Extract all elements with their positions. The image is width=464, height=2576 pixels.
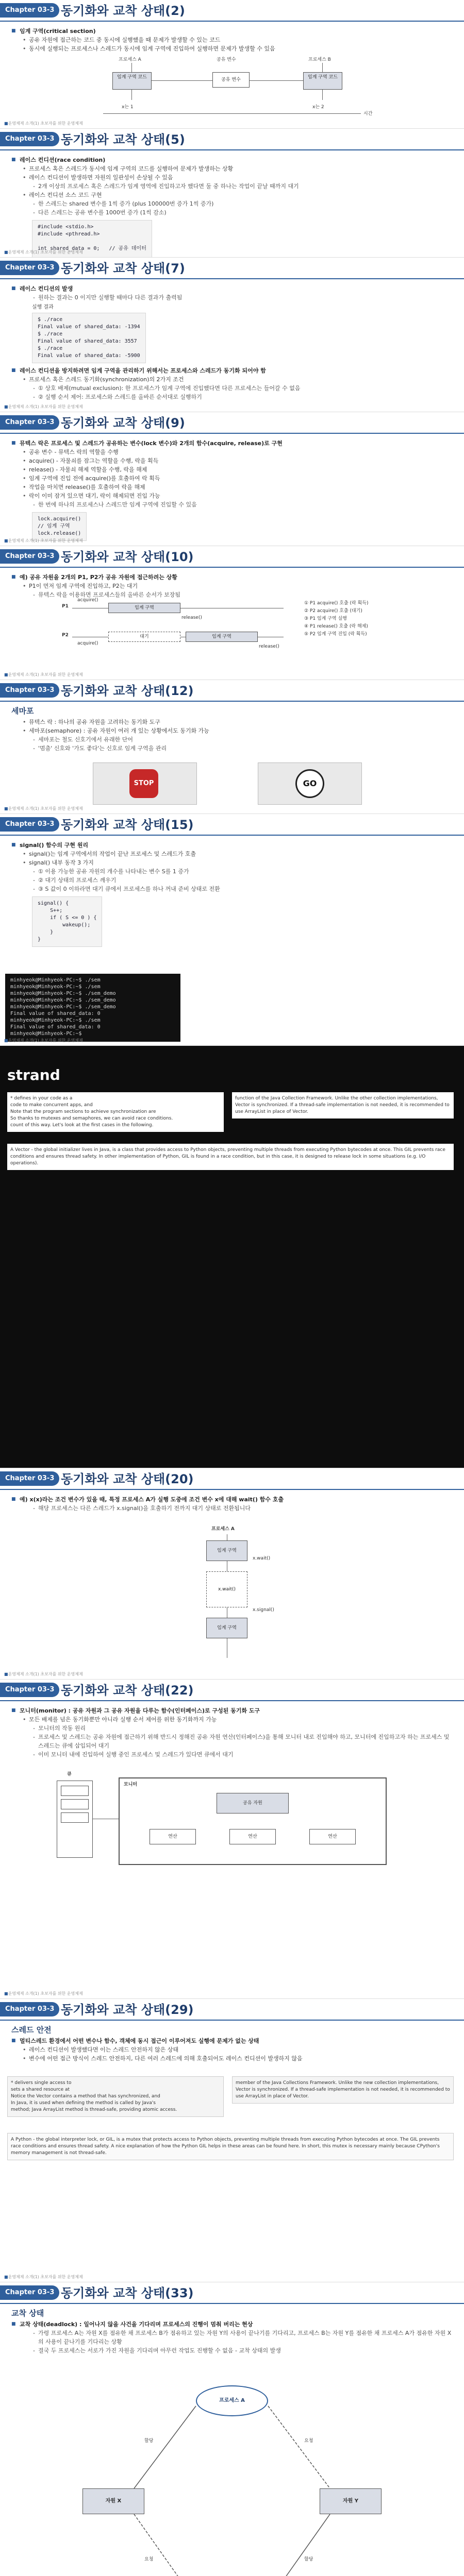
slide-footer: ■ 운영체제 소개(1) 초보자를 위한 운영체제 <box>4 249 83 255</box>
text-line: code to make concurrent apps, and <box>10 1103 93 1108</box>
bullet: ■ 교착 상태(deadlock) : 일어나지 않을 사건을 기다리며 프로세스의 진행이 멈춰 버리는 현상 <box>11 2320 453 2329</box>
go-sign-icon: GO <box>295 769 324 798</box>
stop-sign-icon: STOP <box>129 769 158 798</box>
bullet: ■ 임계 구역(critical section) <box>11 27 453 36</box>
acquire-label: acquire() <box>77 598 98 603</box>
text-line: count of this way. Let's look at the first cases in the following. <box>10 1123 154 1128</box>
slide-semaphore <box>0 680 464 814</box>
p1-cs-box: 임계 구역 <box>108 603 180 613</box>
bullet: • 락이 이미 잠겨 있으면 대기, 락이 해제되면 진입 가능 <box>11 492 453 500</box>
text-line: method; Java ArrayList method is thread-safe, providing atomic access. <box>11 2107 177 2112</box>
slide-header <box>0 258 464 279</box>
bullet: - 해당 프로세스는 다른 스레드가 x.signal()을 호출하기 전까지 대기 상태로 전환됩니다 <box>11 1504 453 1513</box>
slide-footer: ■ 운영체제 소개(1) 초보자를 위한 운영체제 <box>4 672 83 677</box>
slide-mutex-example <box>0 546 464 680</box>
cs-box: 임계 구역 <box>206 1618 247 1638</box>
process-label: 프로세스 A <box>211 1527 235 1532</box>
text-line: sets a shared resource at <box>11 2087 70 2092</box>
section-heading: 교착 상태 <box>11 2309 44 2318</box>
slide-title: 동기화와 교착 상태(7) <box>61 261 185 276</box>
slide-footer: ■ 운영체제 소개(1) 초보자를 위한 운영체제 <box>4 121 83 126</box>
bullet: - 가령 프로세스 A는 자원 X를 점유한 채 프로세스 B가 점유하고 있는 자원 Y의 사용이 끝나기를 기다리고, 프로세스 B는 자원 Y를 점유한 채 프로세스 A가 점유한 자원 X의 사용이 끝나기를 기다리는 상황 <box>11 2329 453 2346</box>
slide-footer: ■ 운영체제 소개(1) 초보자를 위한 운영체제 <box>4 1671 83 1677</box>
slide-header <box>0 412 464 434</box>
slide-body <box>11 1495 453 1513</box>
slide-mutex-lock <box>0 412 464 546</box>
p2-wait-box: 대기 <box>108 632 180 642</box>
bullet: • acquire() - 자물쇠를 잠그는 역할을 수행, 락을 획득 <box>11 456 453 465</box>
p1-label: P1 <box>62 604 69 609</box>
legend-item: ② P2 acquire() 호출 (대기) <box>304 608 362 614</box>
common-label: 공유 변수 <box>217 57 236 62</box>
slide-header <box>0 546 464 568</box>
slide-body <box>11 439 453 544</box>
output-caption: 실행 결과 <box>32 304 54 310</box>
slide-title: 동기화와 교착 상태(12) <box>61 684 194 698</box>
bullet: - ① 이용 가능한 공유 자원의 개수를 나타내는 변수 S를 1 증가 <box>11 867 453 876</box>
header-rule <box>0 2020 464 2021</box>
header-rule <box>0 1700 464 1701</box>
bullet: ■ signal() 함수의 구현 원리 <box>11 841 453 850</box>
text-line: * defines in your code as a <box>10 1096 73 1101</box>
text-line: Note that the program sections to achieve synchronization are <box>10 1109 156 1114</box>
bullet: • 동시에 실행되는 프로세스나 스레드가 동시에 임계 구역에 진입하여 실행하면 문제가 발생할 수 있음 <box>11 44 453 53</box>
chapter-badge: Chapter 03-3 <box>0 549 59 564</box>
deadlock-arrows <box>0 2282 464 2576</box>
slide-title: 동기화와 교착 상태(33) <box>61 2286 194 2300</box>
slide-title: 동기화와 교착 상태(22) <box>61 1683 194 1698</box>
output-block: $ ./race Final value of shared_data: -1394 $ ./race Final value of shared_data: 3557 $ ./race Final value of shared_data: -5900 <box>32 313 146 363</box>
code-excerpt-panel <box>7 2076 224 2117</box>
bullet: ■ 멀티스레드 환경에서 어떤 변수나 함수, 객체에 동시 접근이 이루어져도 실행에 문제가 없는 상태 <box>11 2037 453 2045</box>
go-scene <box>258 762 362 805</box>
code-block: lock.acquire() // 임계 구역 lock.release() <box>32 512 87 541</box>
slide-race-condition <box>0 129 464 258</box>
arrow <box>134 2406 196 2488</box>
queue-label: 큐 <box>67 1772 72 1777</box>
slide-monitor <box>0 1680 464 1999</box>
operation-box: 연산 <box>150 1829 196 1844</box>
bullet: - ③ S 값이 0 이하라면 대기 큐에서 프로세스를 하나 꺼내 준비 상태로 전환 <box>11 885 453 893</box>
header-rule <box>0 701 464 702</box>
bullet: ■ 예) 공유 자원을 2개의 P1, P2가 공유 자원에 접근하려는 상황 <box>11 573 453 582</box>
p2-label: P2 <box>62 633 69 638</box>
resource-x-node: 자원 X <box>82 2488 144 2514</box>
release-label: release() <box>259 644 279 649</box>
bullet: ■ 레이스 컨디션의 발생 <box>11 284 453 293</box>
chapter-badge: Chapter 03-3 <box>0 2002 59 2016</box>
header-rule <box>0 433 464 434</box>
vector-doc-excerpt: function of the Java Collection Framework. Unlike the other collection implementations, Vector is synchronized. If a thread-safe implementation is not needed, it is recommended to use ArrayList in place of Vector. <box>232 1092 454 1118</box>
bullet: - 결국 두 프로세스는 서로가 가진 자원을 기다리며 아무런 작업도 진행할 수 없음 - 교착 상태의 발생 <box>11 2346 453 2355</box>
header-rule <box>0 21 464 22</box>
bullet: - 뮤텍스 락을 이용하면 프로세스들의 올바른 순서가 보장됨 <box>11 590 453 599</box>
bullet: - ② 실행 순서 제어: 프로세스와 스레드를 올바른 순서대로 실행하기 <box>11 393 453 401</box>
signal-call: x.signal() <box>253 1607 274 1613</box>
chapter-badge: Chapter 03-3 <box>0 683 59 698</box>
slide-body <box>11 27 453 53</box>
slide-strand <box>0 1046 464 1468</box>
bullet: - 2개 이상의 프로세스 혹은 스레드가 임계 영역에 진입하고자 했다면 둘 중 하나는 작업이 끝날 때까지 대기 <box>11 182 453 191</box>
slide-body <box>11 156 453 258</box>
acquire-label: acquire() <box>77 641 98 646</box>
slide-footer: ■ 운영체제 소개(1) 초보자를 위한 운영체제 <box>4 538 83 544</box>
bullet: - 이미 모니터 내에 진입하여 실행 중인 프로세스 및 스레드가 있다면 큐에서 대기 <box>11 1750 453 1759</box>
monitor-label: 모니터 <box>124 1782 138 1787</box>
x-value-2: x는 2 <box>312 105 324 110</box>
bullet: • 모든 배제를 넘은 동기화뿐만 아니라 실행 순서 제어를 위한 동기화까지 가능 <box>11 1715 453 1724</box>
bullet: • signal()는 임계 구역에서의 작업이 끝난 프로세스 및 스레드가 호출 <box>11 850 453 858</box>
stop-scene <box>93 762 197 805</box>
slide-body <box>11 573 453 599</box>
bullet: • 변수에 어떤 접근 방식이 스레드 안전하지, 다른 여러 스레드에 의해 호출되어도 레이스 컨디션이 발생하지 않음 <box>11 2054 453 2063</box>
arrow <box>134 2514 196 2576</box>
bullet: - 원하는 결과는 0 이지만 실행할 때마다 다른 결과가 출력됨 <box>11 293 453 302</box>
bullet: ■ 뮤텍스 락은 프로세스 및 스레드가 공유하는 변수(lock 변수)와 2개의 함수(acquire, release)로 구현 <box>11 439 453 448</box>
gil-doc-excerpt: A Vector - the global initializer lives in Java, is a class that provides access to Python objects, preventing multiple threads from executing Python bytecodes at once. This GIL prevents race conditions and ensures thread safety. In other implementation of Python, GIL is found in a race condition, but in this case, it is designed to release lock in some situations (e.g. I/O operations). <box>7 1144 454 1170</box>
request-label: 요청 <box>304 2438 313 2444</box>
legend-item: ④ P1 release() 호출 (락 해제) <box>304 624 368 629</box>
cs-box: 임계 구역 <box>206 1540 247 1561</box>
bullet: • 레이스 컨디션이 발생하면 자원의 일관성이 손상될 수 있음 <box>11 173 453 182</box>
legend-item: ⑤ P2 임계 구역 진입 (락 획득) <box>304 632 367 637</box>
section-heading: 세마포 <box>11 706 34 716</box>
chapter-badge: Chapter 03-3 <box>0 415 59 430</box>
slide-body <box>11 2026 453 2063</box>
header-rule <box>0 149 464 150</box>
gil-doc-excerpt: A Python - the global interpreter lock, or GIL, is a mutex that protects access to Python objects, preventing multiple threads from executing Python bytecodes at once. The GIL prevents race conditions and ensures thread safety. A nice explanation of how the Python GIL helps in these areas can be found here. In short, this mutex is necessary mainly because CPython's memory management is not thread-safe. <box>7 2133 454 2160</box>
hold-label: 할당 <box>144 2438 154 2444</box>
mutex-legend <box>304 600 368 638</box>
monitor-box <box>119 1777 387 1865</box>
slide-critical-section <box>0 0 464 129</box>
bullet: • 프로세스 혹은 스레드 동기화(synchronization)의 2가지 조건 <box>11 375 453 384</box>
slide-footer: ■ 운영체제 소개(1) 초보자를 위한 운영체제 <box>4 2274 83 2280</box>
slide-title: 동기화와 교착 상태(29) <box>61 2003 194 2017</box>
slide-title: strand <box>7 1066 60 1083</box>
slide-footer: ■ 운영체제 소개(1) 초보자를 위한 운영체제 <box>4 404 83 410</box>
bullet: • 세마포(semaphore) : 공유 자원이 여러 개 있는 상황에서도 동기화 가능 <box>11 726 453 735</box>
chapter-badge: Chapter 03-3 <box>0 1683 59 1697</box>
vector-doc-excerpt: member of the Java Collections Framework. Unlike the new collection implementations, Vector is synchronized. If a thread-safe implementation is not needed, it is recommended to use ArrayList in place of Vector. <box>232 2076 454 2104</box>
slide-title: 동기화와 교착 상태(20) <box>61 1472 194 1486</box>
slide-title: 동기화와 교착 상태(9) <box>61 416 185 430</box>
shared-variable-box: 공유 변수 <box>212 72 250 88</box>
bullet: • 임계 구역에 진입 전에 acquire()를 호출하여 락 획득 <box>11 474 453 483</box>
bullet: - '멈춤' 신호와 '가도 좋다'는 신호로 임계 구역을 관리 <box>11 744 453 753</box>
header-rule <box>0 835 464 836</box>
slide-race-output <box>0 258 464 412</box>
queued-process <box>61 1799 89 1809</box>
code-excerpt-panel <box>7 1092 224 1132</box>
section-heading: 스레드 안전 <box>11 2025 52 2035</box>
text-line: * delivers single access to <box>11 2080 72 2086</box>
bullet: • 프로세스 혹은 스레드가 동시에 임계 구역의 코드를 실행하여 문제가 발생하는 상황 <box>11 164 453 173</box>
hold-label: 할당 <box>304 2557 313 2562</box>
bullet: - 프로세스 및 스레드는 공유 자원에 접근하기 위해 반드시 정해진 공유 자원 연산(인터페이스)을 통해 모니터 내로 진입해야 하고, 모니터에 진입하고자 하는 프로세스 및 스레드는 큐에 삽입되어 대기 <box>11 1733 453 1750</box>
slide-header <box>0 0 464 22</box>
slide-title: 동기화와 교착 상태(10) <box>61 550 194 564</box>
header-rule <box>0 1489 464 1490</box>
text-line: Notice the Vector contains a method that has synchronized, and <box>11 2094 160 2099</box>
slide-title: 동기화와 교착 상태(15) <box>61 818 194 832</box>
slide-footer: ■ 운영체제 소개(1) 초보자를 위한 운영체제 <box>4 806 83 811</box>
process-a-node: 프로세스 A <box>196 2385 268 2416</box>
code-block: signal() { S++; if ( S <= 0 ) { wakeup(); } } <box>32 896 102 947</box>
code-block: #include <stdio.h> #include <pthread.h> int shared_data = 0; // 공유 데이터 <box>32 220 152 258</box>
chapter-badge: Chapter 03-3 <box>0 261 59 275</box>
slide-header <box>0 1680 464 1701</box>
slide-footer: ■ 운영체제 소개(1) 초보자를 위한 운영체제 <box>4 1991 83 1996</box>
bullet: - ① 상호 배제(mutual exclusion): 한 프로세스가 임계 구역에 진입했다면 다른 프로세스는 들어갈 수 없음 <box>11 384 453 393</box>
p2-cs-box: 임계 구역 <box>186 632 258 642</box>
cs-box-b: 임계 구역 코드 <box>303 72 342 90</box>
slide-title: 동기화와 교착 상태(5) <box>61 132 185 147</box>
bullet: ■ 레이스 컨디션을 방지하려면 임계 구역을 관리하기 위해서는 프로세스와 스레드가 동기화 되어야 함 <box>11 366 453 375</box>
chapter-badge: Chapter 03-3 <box>0 1471 59 1486</box>
bullet: • 레이스 컨디션 소스 코드 구현 <box>11 191 453 199</box>
slide-header <box>0 129 464 150</box>
chapter-badge: Chapter 03-3 <box>0 2285 59 2300</box>
bullet: • signal() 내부 동작 3 가지 <box>11 858 453 867</box>
bullet: ■ 모니터(monitor) : 공유 자원과 그 공유 자원을 다루는 함수(인터페이스)로 구성된 동기화 도구 <box>11 1706 453 1715</box>
header-rule <box>0 278 464 279</box>
slide-header <box>0 680 464 702</box>
slide-header <box>0 814 464 836</box>
arrow <box>268 2514 330 2576</box>
arrow <box>250 80 303 81</box>
chapter-badge: Chapter 03-3 <box>0 132 59 146</box>
time-label: 시간 <box>363 111 373 116</box>
bullet: - ② 대기 상태의 프로세스 깨우기 <box>11 876 453 885</box>
bullet: • 뮤텍스 락 : 하나의 공유 자원을 고려하는 동기화 도구 <box>11 718 453 726</box>
x-value-1: x는 1 <box>122 105 134 110</box>
operation-box: 연산 <box>309 1829 356 1844</box>
bullet: • P1이 먼저 임계 구역에 진입하고, P2는 대기 <box>11 582 453 590</box>
bullet: • release() - 자물쇠 해제 역할을 수행, 락을 해제 <box>11 465 453 474</box>
slide-deadlock <box>0 2282 464 2576</box>
slide-signal-function <box>0 814 464 1046</box>
cs-box-a: 임계 구역 코드 <box>112 72 152 90</box>
bullet: - 다른 스레드는 공유 변수를 1000번 증가 (1씩 감소) <box>11 208 453 217</box>
bullet: ■ 레이스 컨디션(race condition) <box>11 156 453 164</box>
chapter-badge: Chapter 03-3 <box>0 3 59 18</box>
slide-header <box>0 1468 464 1490</box>
slide-title: 동기화와 교착 상태(2) <box>61 4 185 18</box>
release-label: release() <box>181 615 202 620</box>
slide-condition-variable <box>0 1468 464 1680</box>
process-b-label: 프로세스 B <box>308 57 331 62</box>
process-a-label: 프로세스 A <box>119 57 141 62</box>
slide-body <box>11 707 453 753</box>
legend-item: ① P1 acquire() 호출 (락 획득) <box>304 601 369 606</box>
bullet: ■ 예) x(x)라는 조건 변수가 있을 때, 특정 프로세스 A가 실행 도중에 조건 변수 x에 대해 wait() 함수 호출 <box>11 1495 453 1504</box>
request-label: 요청 <box>144 2557 154 2562</box>
slide-footer: ■ 운영체제 소개(1) 초보자를 위한 운영체제 <box>4 1038 83 1043</box>
legend-item: ③ P1 임계 구역 실행 <box>304 616 347 621</box>
slide-body <box>11 284 453 401</box>
bullet: • 공유 자원에 접근하는 코드 중 동시에 실행했을 때 문제가 발생할 수 있는 코드 <box>11 36 453 44</box>
time-axis <box>103 113 361 114</box>
slide-body <box>11 841 453 950</box>
chapter-badge: Chapter 03-3 <box>0 817 59 832</box>
bullet: • 공유 변수 - 뮤텍스 락의 역할을 수행 <box>11 448 453 456</box>
waiting-box: x.wait() <box>206 1571 247 1607</box>
slide-body <box>11 1706 453 1759</box>
bullet: • 작업을 마치면 release()를 호출하여 락을 해제 <box>11 483 453 492</box>
terminal-output: minhyeok@Minhyeok-PC:~$ ./sem minhyeok@Minhyeok-PC:~$ ./sem minhyeok@Minhyeok-PC:~$ ./sem_demo minhyeok@Minhyeok-PC:~$ ./sem_demo minhyeok@Minhyeok-PC:~$ ./sem_demo Final value of shared_data: 0 minhyeok@Minhyeok-PC:~$ ./sem Final value of shared_data: 0 minhyeok@Minhyeok-PC:~$ <box>5 974 180 1042</box>
bullet: - 한 번에 하나의 프로세스나 스레드만 임계 구역에 진입할 수 있음 <box>11 500 453 509</box>
arrow <box>152 80 212 81</box>
text-line: So thanks to mutexes and semaphores, we can avoid race conditions. <box>10 1116 173 1121</box>
bullet: • 레이스 컨디션이 발생했다면 이는 스레드 안전하지 않은 상태 <box>11 2045 453 2054</box>
bullet: - 한 스레드는 shared 변수를 1씩 증가 (plus 100000번 증가 1씩 증가) <box>11 199 453 208</box>
resource-y-node: 자원 Y <box>320 2488 382 2514</box>
queued-process <box>61 1812 89 1823</box>
header-rule <box>0 567 464 568</box>
arrow <box>268 2406 330 2488</box>
shared-resource-box: 공유 자원 <box>217 1793 289 1814</box>
slide-header <box>0 1999 464 2021</box>
slide-thread-safety <box>0 1999 464 2282</box>
queued-process <box>61 1786 89 1796</box>
bullet: - 세마포는 철도 신호기에서 유래한 단어 <box>11 735 453 744</box>
operation-box: 연산 <box>229 1829 276 1844</box>
wait-call: x.wait() <box>253 1556 271 1561</box>
text-line: In Java, it is used when defining the method is called by Java's <box>11 2100 156 2106</box>
bullet: - 모니터의 작동 원리 <box>11 1724 453 1733</box>
